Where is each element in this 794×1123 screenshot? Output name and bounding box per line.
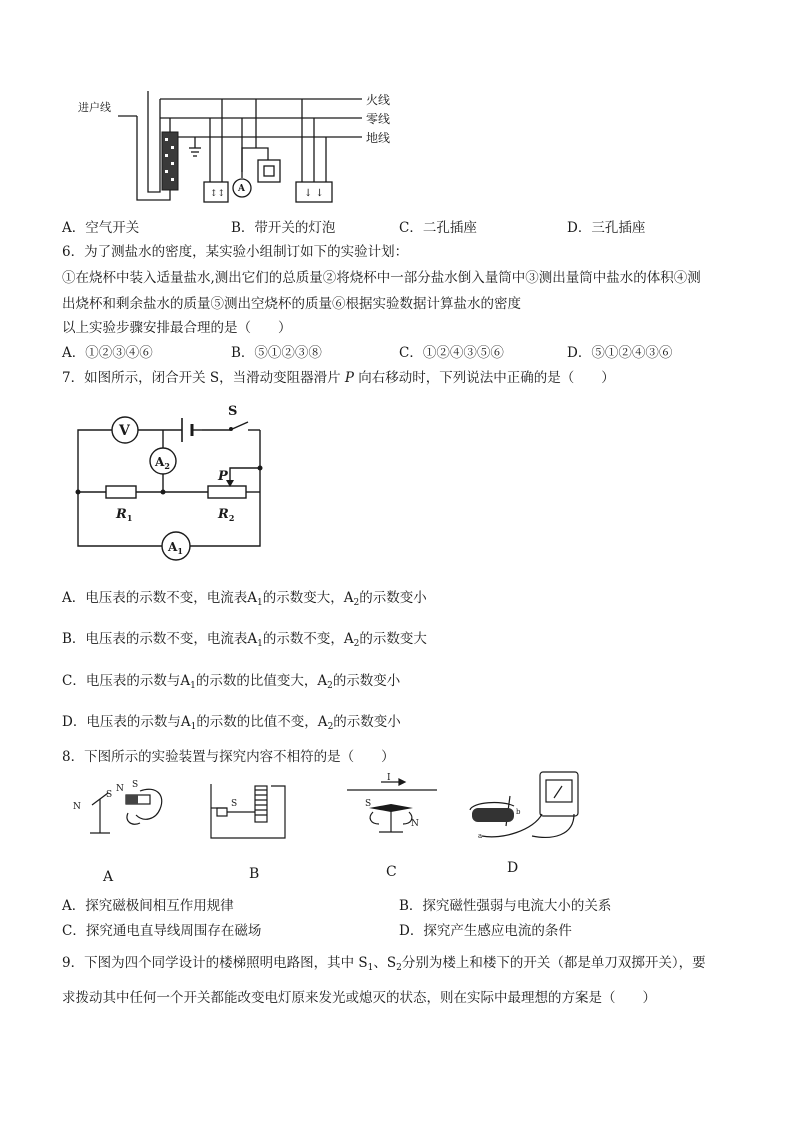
q8-caption-d: D (507, 860, 519, 876)
q6-option-d[interactable]: D．⑤①②④③⑥ (567, 345, 673, 361)
svg-text:S: S (106, 790, 113, 800)
q5-option-c[interactable]: C．二孔插座 (399, 220, 477, 236)
q7-option-a[interactable]: A．电压表的示数不变，电流表$A_1$的示数变大，$A_2$的示数变小 (62, 590, 427, 608)
svg-text:N: N (411, 819, 419, 829)
q7-option-c[interactable]: C．电压表的示数与$A_1$的示数的比值变大，$A_2$的示数变小 (62, 673, 401, 691)
svg-text:S: S (365, 799, 372, 809)
q8-option-b[interactable]: B．探究磁性强弱与电流大小的关系 (399, 898, 612, 914)
svg-text:↓ ↓: ↓ ↓ (304, 188, 324, 199)
svg-text:a: a (478, 832, 483, 840)
svg-text:I: I (387, 773, 391, 783)
q7-circuit-diagram (70, 400, 270, 570)
r1-label: $R_1$ (116, 507, 133, 523)
slider-label: P (218, 469, 228, 484)
q8-stem: 8．下图所示的实验装置与探究内容不相符的是（ ） (62, 749, 395, 765)
ammeter1-symbol: $A_1$ (168, 540, 183, 556)
q7-stem: 7．如图所示，闭合开关 S，当滑动变阻器滑片 P 向右移动时，下列说法中正确的是（ ） (62, 370, 615, 386)
q6-question: 以上实验步骤安排最合理的是（ ） (62, 320, 292, 336)
neutral-wire-label: 零线 (366, 112, 391, 126)
q8-figure-d (462, 766, 587, 852)
q6-steps-line2: 出烧杯和剩余盐水的质量⑤测出空烧杯的质量⑥根据实验数据计算盐水的密度 (62, 296, 521, 312)
svg-text:S: S (132, 780, 139, 790)
q8-option-c[interactable]: C．探究通电直导线周围存在磁场 (62, 923, 262, 939)
q8-figure-b (205, 778, 300, 846)
r2-label: $R_2$ (218, 507, 235, 523)
q9-stem-line1: 9．下图为四个同学设计的楼梯照明电路图，其中 $S_1$、$S_2$分别为楼上和楼下的开关（都是单刀双掷开关），要 (62, 955, 706, 973)
svg-text:b: b (516, 808, 521, 816)
q8-caption-a: A (103, 869, 114, 885)
q6-steps-line1: ①在烧杯中装入适量盐水,测出它们的总质量②将烧杯中一部分盐水倒入量筒中③测出量筒中盐水的体积④测 (62, 270, 701, 286)
q6-option-b[interactable]: B．⑤①②③⑧ (231, 345, 322, 361)
q8-option-d[interactable]: D．探究产生感应电流的条件 (399, 923, 572, 939)
q9-stem-line2: 求拨动其中任何一个开关都能改变电灯原来发光或熄灭的状态，则在实际中最理想的方案是（ ） (62, 990, 656, 1006)
svg-text:A: A (238, 184, 245, 194)
q5-option-a[interactable]: A．空气开关 (62, 220, 140, 236)
live-wire-label: 火线 (366, 93, 391, 107)
switch-label: S (228, 404, 238, 419)
svg-text:N: N (116, 784, 124, 794)
q8-option-a[interactable]: A．探究磁极间相互作用规律 (62, 898, 234, 914)
svg-text:S: S (231, 799, 238, 809)
q6-option-a[interactable]: A．①②③④⑥ (62, 345, 153, 361)
q8-caption-c: C (386, 864, 397, 880)
q5-option-b[interactable]: B．带开关的灯泡 (231, 220, 336, 236)
q8-figure-c (345, 774, 445, 846)
q7-option-b[interactable]: B．电压表的示数不变，电流表$A_1$的示数不变，$A_2$的示数变大 (62, 631, 427, 649)
q8-caption-b: B (249, 866, 260, 882)
incoming-line-label: 进户线 (78, 101, 111, 114)
svg-text:N: N (73, 802, 81, 812)
q6-option-c[interactable]: C．①②④③⑤⑥ (399, 345, 504, 361)
svg-text:↕↕: ↕↕ (210, 189, 226, 199)
household-wiring-diagram (70, 88, 400, 208)
q7-option-d[interactable]: D．电压表的示数与$A_1$的示数的比值不变，$A_2$的示数变小 (62, 714, 401, 732)
q5-option-d[interactable]: D．三孔插座 (567, 220, 646, 236)
voltmeter-symbol: V (119, 423, 130, 439)
ground-wire-label: 地线 (366, 131, 391, 145)
q8-figure-a (70, 775, 180, 845)
ammeter2-symbol: $A_2$ (155, 455, 170, 471)
q6-stem: 6．为了测盐水的密度，某实验小组制订如下的实验计划： (62, 244, 409, 260)
